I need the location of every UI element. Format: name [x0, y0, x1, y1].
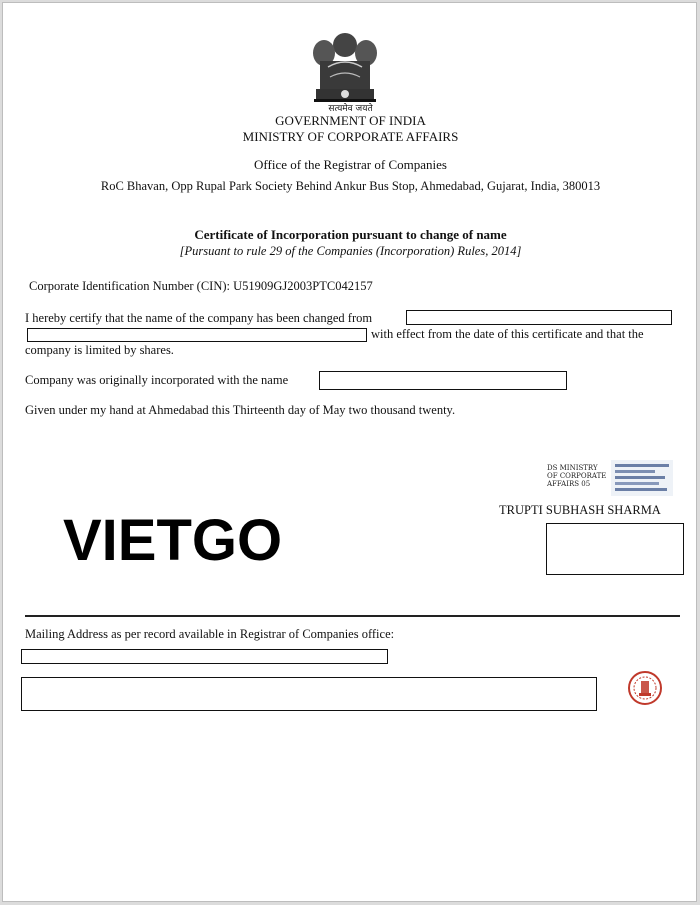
redacted-signature-box — [546, 523, 684, 575]
certificate-page — [2, 2, 697, 902]
official-seal-icon — [625, 668, 665, 708]
mailing-label: Mailing Address as per record available in Registrar of Companies office: — [25, 627, 395, 641]
govt-heading: GOVERNMENT OF INDIA — [275, 113, 426, 128]
certificate-title: Certificate of Incorporation pursuant to change of name — [194, 227, 507, 242]
digital-signature-text: DS MINISTRY OF CORPORATE AFFAIRS 05 — [547, 464, 607, 488]
office-address: RoC Bhavan, Opp Rupal Park Society Behind Ankur Bus Stop, Ahmedabad, Gujarat, India, 380013 — [100, 179, 601, 193]
divider — [25, 615, 680, 617]
given-line: Given under my hand at Ahmedabad this Thirteenth day of May two thousand twenty. — [25, 403, 456, 417]
redacted-mailing-line-1 — [21, 649, 388, 664]
redacted-old-name-2 — [27, 328, 367, 342]
cert-line-1: I hereby certify that the name of the company has been changed from — [25, 311, 373, 325]
redacted-original-name — [319, 371, 567, 390]
original-name-line: Company was originally incorporated with the name — [25, 373, 289, 387]
cin-line: Corporate Identification Number (CIN): U51909GJ2003PTC042157 — [29, 279, 373, 293]
certificate-subtitle: [Pursuant to rule 29 of the Companies (Incorporation) Rules, 2014] — [179, 244, 522, 258]
redacted-old-name-1 — [406, 310, 672, 325]
cert-line-3: company is limited by shares. — [25, 343, 174, 357]
digital-signature — [545, 456, 677, 500]
watermark-logo: VIETGO — [63, 508, 283, 573]
ministry-heading: MINISTRY OF CORPORATE AFFAIRS — [242, 129, 459, 144]
redacted-mailing-line-2 — [21, 677, 597, 711]
cert-line-2: with effect from the date of this certificate and that the — [371, 327, 644, 341]
office-heading: Office of the Registrar of Companies — [254, 157, 447, 172]
signer-name: TRUPTI SUBHASH SHARMA — [499, 503, 661, 517]
emblem-motto: सत्यमेव जयते — [328, 104, 373, 114]
